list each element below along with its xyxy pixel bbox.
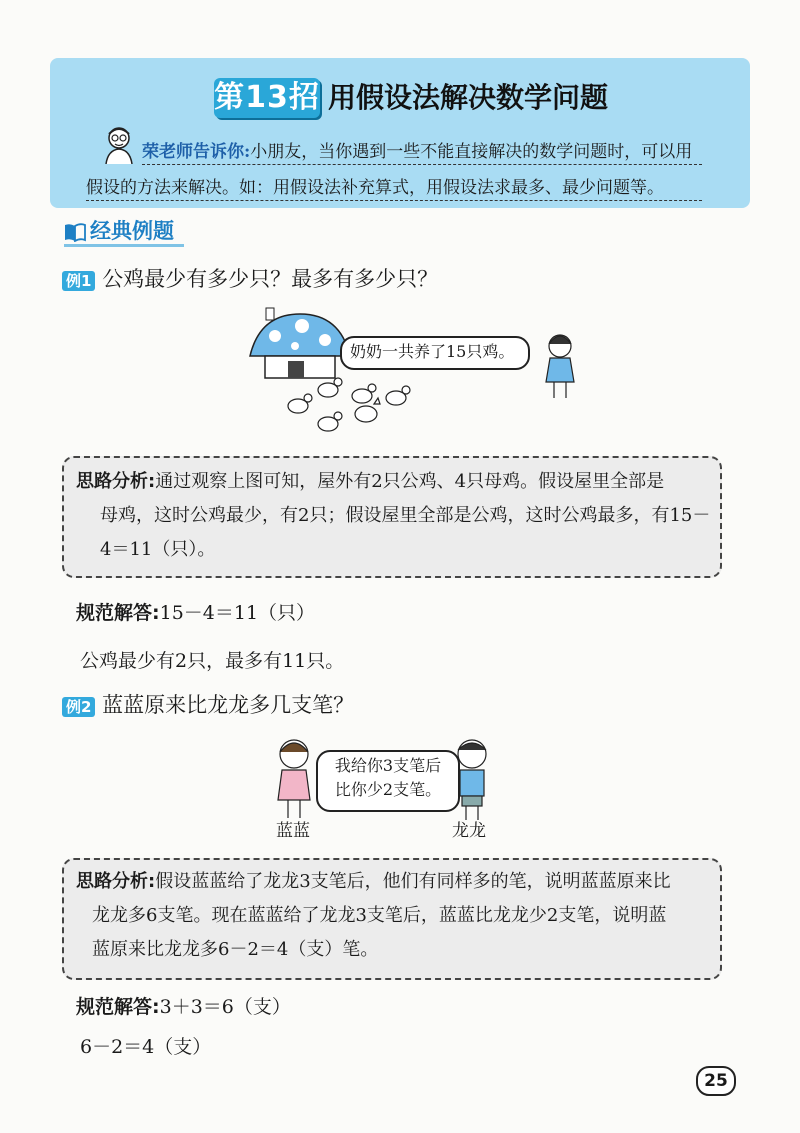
example1-question	[62, 264, 438, 296]
example2-speech-bubble	[316, 750, 460, 812]
example2-analysis-line1	[76, 866, 671, 898]
example1-analysis-line2: 母鸡，这时公鸡最少，有2只；假设屋里全部是公鸡，这时公鸡最多，有15－	[100, 505, 711, 526]
name-lanlan: 蓝蓝	[276, 821, 310, 841]
example2-answer-text1: 3＋3＝6（支）	[159, 996, 291, 1018]
example1-answer-line1	[76, 598, 315, 628]
name-longlong: 龙龙	[452, 821, 486, 841]
example2-tag: 例2	[62, 697, 95, 717]
example1-analysis-line1	[76, 466, 664, 498]
example1-answer-label: 规范解答:	[76, 602, 160, 624]
example2-bubble-line1: 我给你3支笔后	[334, 756, 442, 775]
example2-analysis-text1: 假设蓝蓝给了龙龙3支笔后，他们有同样多的笔，说明蓝蓝原来比	[155, 871, 671, 892]
example2-analysis-label: 思路分析:	[76, 871, 156, 892]
example2-question	[62, 690, 354, 722]
example1-answer-text1: 15－4＝11（只）	[159, 602, 316, 624]
example2-answer-line1	[76, 992, 291, 1022]
chapter-badge: 第13招	[214, 78, 320, 118]
example1-tag: 例1	[62, 271, 95, 291]
example2-answer-line2: 6－2＝4（支）	[80, 1036, 212, 1058]
teacher-icon	[100, 124, 138, 164]
section-title: 经典例题	[90, 219, 174, 243]
example2-analysis-line3: 蓝原来比龙龙多6－2＝4（支）笔。	[92, 939, 379, 960]
teacher-tip-text1: 小朋友，当你遇到一些不能直接解决的数学问题时，可以用	[250, 142, 693, 162]
example2-analysis-line2: 龙龙多6支笔。现在蓝蓝给了龙龙3支笔后，蓝蓝比龙龙少2支笔，说明蓝	[92, 905, 667, 926]
book-icon	[64, 222, 86, 242]
example2-bubble-line2: 比你少2支笔。	[334, 780, 442, 799]
example1-speech-bubble: 奶奶一共养了15只鸡。	[340, 336, 530, 370]
chicken-illustration	[240, 306, 580, 446]
page-title: 用假设法解决数学问题	[328, 81, 609, 114]
example1-analysis-label: 思路分析:	[76, 471, 156, 492]
page-number: 25	[696, 1066, 736, 1096]
example1-answer-line2: 公鸡最少有2只，最多有11只。	[80, 650, 345, 672]
section-underline	[64, 244, 184, 247]
example1-analysis-text1: 通过观察上图可知，屋外有2只公鸡、4只母鸡。假设屋里全部是	[155, 471, 665, 492]
example1-analysis-line3: 4＝11（只）。	[100, 539, 216, 560]
teacher-tip-lead: 荣老师告诉你:	[142, 142, 251, 162]
example1-question-text: 公鸡最少有多少只？最多有多少只？	[102, 267, 439, 291]
teacher-tip-line2: 假设的方法来解决。如：用假设法补充算式，用假设法求最多、最少问题等。	[86, 176, 702, 201]
teacher-tip-line1	[142, 140, 702, 165]
example2-question-text: 蓝蓝原来比龙龙多几支笔？	[102, 693, 355, 717]
example2-answer-label: 规范解答:	[76, 996, 160, 1018]
